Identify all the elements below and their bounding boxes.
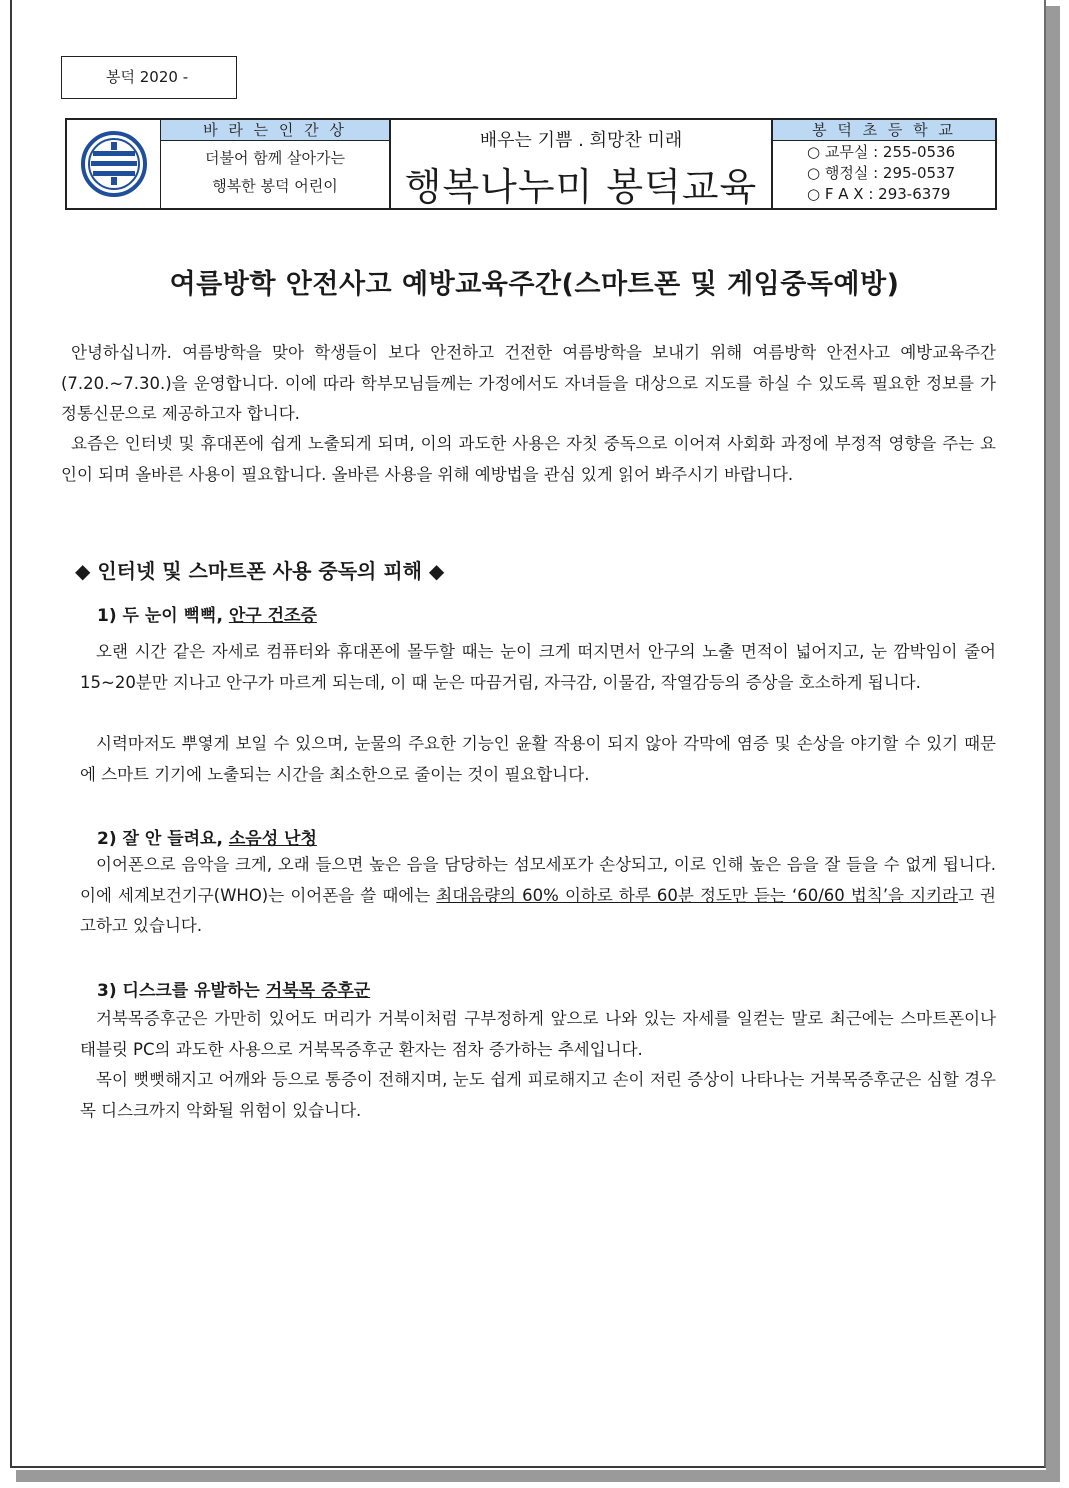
item-2-title: [97, 824, 317, 849]
item-2-text-before: 이어폰으로 음악을 크게, 오래 들으면 높은 음을 담당하는 섬모세포가 손상되고, 이로 인해 높은 음을 잘 들을 수 없게 됩니다. 이에 세계보건기구(WHO)는 이어폰을 쓸 때에는: [80, 855, 996, 905]
item-1-title-keyword: 안구 건조증: [228, 606, 317, 626]
intro-paragraph-1: 안녕하십니까. 여름방학을 맞아 학생들이 보다 안전하고 건전한 여름방학을 보내기 위해 여름방학 안전사고 예방교육주간(7.20.~7.30.)을 운영합니다. 이에 따라 학부모님들께는 가정에서도 자녀들을 대상으로 지도를 하실 수 있도록 필요한 정보를 가정통신문으로 제공하고자 합니다.: [61, 343, 996, 423]
contact-list: [773, 141, 995, 205]
section-heading: ◆ 인터넷 및 스마트폰 사용 중독의 피해 ◆: [75, 559, 445, 583]
item-3-title-keyword: 거북목 증후군: [265, 981, 371, 1001]
document-title: 여름방학 안전사고 예방교육주간(스마트폰 및 게임중독예방): [169, 269, 900, 300]
item-2-paragraph: [80, 850, 996, 942]
school-name: 봉 덕 초 등 학 교: [773, 120, 995, 141]
school-logo-cell: [67, 120, 161, 208]
school-header-table: [65, 118, 997, 210]
item-1-paragraph-1: 오랜 시간 같은 자세로 컴퓨터와 휴대폰에 몰두할 때는 눈이 크게 떠지면서 안구의 노출 면적이 넓어지고, 눈 깜박임이 줄어 15~20분만 지나고 안구가 마르게 되는데, 이 때 눈은 따끔거림, 자극감, 이물감, 작열감등의 증상을 호소하게 됩니다.: [80, 642, 996, 692]
item-3-title: [97, 976, 370, 1001]
motto-label: 바 라 는 인 간 상: [161, 120, 389, 141]
page-shadow-right: [1046, 6, 1060, 1482]
motto-line-2: 행복한 봉덕 어린이: [212, 177, 338, 195]
item-1-paragraph-2: 시력마저도 뿌옇게 보일 수 있으며, 눈물의 주요한 기능인 윤활 작용이 되지 않아 각막에 염증 및 손상을 야기할 수 있기 때문에 스마트 기기에 노출되는 시간을 최소한으로 줄이는 것이 필요합니다.: [80, 734, 996, 784]
contact-admin: ○ 행정실 : 295-0537: [807, 164, 956, 182]
page-shadow-bottom: [16, 1470, 1060, 1482]
item-1-title: [97, 601, 317, 626]
motto-text: [161, 141, 389, 208]
school-contact-cell: [773, 120, 995, 208]
item-3-paragraph-2: 목이 뻣뻣해지고 어깨와 등으로 통증이 전해지며, 눈도 쉽게 피로해지고 손이 저린 증상이 나타나는 거북목증후군은 심할 경우 목 디스크까지 악화될 위험이 있습니다.: [80, 1070, 996, 1120]
contact-fax: ○ F A X : 293-6379: [807, 185, 951, 203]
item-2-text-after: 고 권고하고 있습니다.: [80, 885, 996, 935]
school-emblem-icon: [80, 130, 148, 198]
item-2-text-underlined: 최대음량의 60% 이하로 하루 60분 정도만 듣는 ‘60/60 법칙’을 지키라: [436, 885, 958, 905]
item-2-title-keyword: 소음성 난청: [228, 829, 317, 849]
motto-line-1: 더불어 함께 살아가는: [205, 149, 345, 167]
intro-paragraph-2: 요즘은 인터넷 및 휴대폰에 쉽게 노출되게 되며, 이의 과도한 사용은 자칫 중독으로 이어져 사회화 과정에 부정적 영향을 주는 요인이 되며 올바른 사용이 필요합니다. 올바른 사용을 위해 예방법을 관심 있게 읽어 봐주시기 바랍니다.: [61, 434, 996, 484]
item-3-title-prefix: 3) 디스크를 유발하는: [97, 981, 266, 1001]
slogan-title: 행복나누미 봉덕교육: [404, 165, 758, 209]
item-1-title-prefix: 1) 두 눈이 뻑뻑,: [97, 606, 229, 626]
item-3-paragraph-1: 거북목증후군은 가만히 있어도 머리가 거북이처럼 구부정하게 앞으로 나와 있는 자세를 일컫는 말로 최근에는 스마트폰이나 태블릿 PC의 과도한 사용으로 거북목증후군 환자는 점차 증가하는 추세입니다.: [80, 1009, 996, 1059]
contact-office: ○ 교무실 : 255-0536: [807, 143, 956, 161]
item-2-title-prefix: 2) 잘 안 들려요,: [97, 829, 229, 849]
motto-cell: [161, 120, 391, 208]
slogan-cell: [391, 120, 773, 208]
document-number-box: 봉덕 2020 -: [61, 56, 237, 99]
slogan-subtitle: 배우는 기쁨 . 희망찬 미래: [479, 130, 683, 151]
